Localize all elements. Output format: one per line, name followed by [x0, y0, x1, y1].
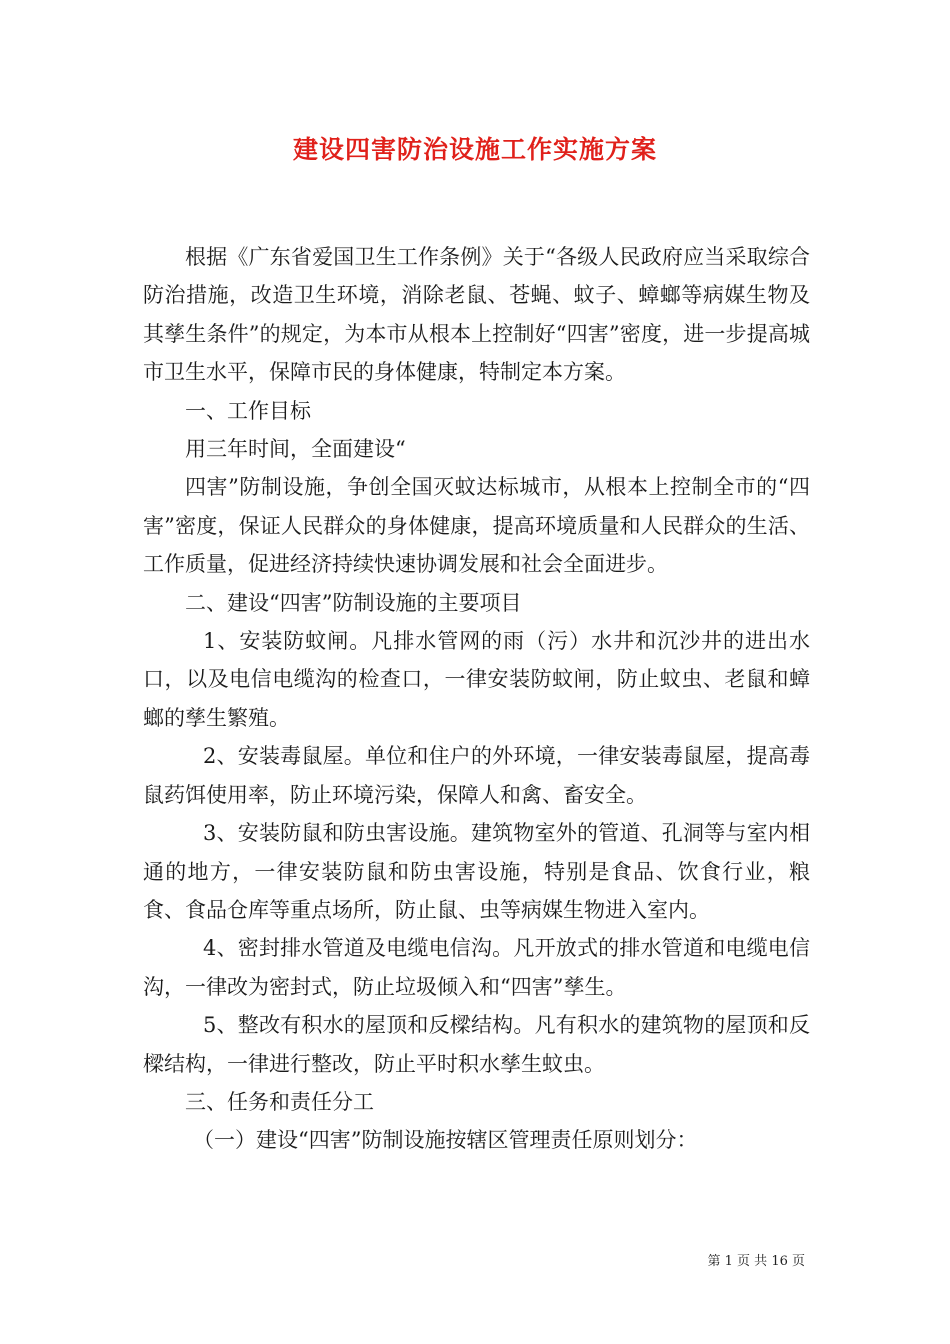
page-title: 建设四害防治设施工作实施方案 [292, 135, 657, 164]
page-indicator: 第 1 页 共 16 页 [707, 1254, 805, 1269]
paragraph-tasks-1: （一）建设“四害”防制设施按辖区管理责任原则划分： [193, 1128, 698, 1153]
list-item-project-5: 5、整改有积水的屋顶和反樑结构。凡有积水的建筑物的屋顶和反樑结构，一律进行整改，防止平时积水孳生蚊虫。 [143, 1013, 810, 1076]
list-item-project-3: 3、安装防鼠和防虫害设施。建筑物室外的管道、孔洞等与室内相通的地方，一律安装防鼠和防虫害设施，特别是食品、饮食行业，粮食、食品仓库等重点场所，防止鼠、虫等病媒生物进入室内。 [143, 821, 810, 922]
list-item-project-2: 2、安装毒鼠屋。单位和住户的外环境，一律安装毒鼠屋，提高毒鼠药饵使用率，防止环境污染，保障人和禽、畜安全。 [143, 744, 810, 807]
paragraph-intro: 根据《广东省爱国卫生工作条例》关于“各级人民政府应当采取综合防治措施，改造卫生环境，消除老鼠、苍蝇、蚊子、蟑螂等病媒生物及其孳生条件”的规定，为本市从根本上控制好“四害”密度，进一步提高城市卫生水平，保障市民的身体健康，特制定本方案。 [143, 245, 810, 385]
document-body [143, 238, 810, 1160]
section-heading-goals: 一、工作目标 [185, 398, 311, 423]
paragraph-goals: 四害”防制设施，争创全国灭蚊达标城市，从根本上控制全市的“四害”密度，保证人民群众的身体健康，提高环境质量和人民群众的生活、工作质量，促进经济持续快速协调发展和社会全面进步。 [143, 475, 810, 577]
paragraph-goals-lead: 用三年时间，全面建设“ [185, 437, 406, 462]
section-heading-projects: 二、建设“四害”防制设施的主要项目 [185, 590, 522, 615]
section-heading-tasks: 三、任务和责任分工 [185, 1089, 374, 1114]
list-item-project-1: 1、安装防蚊闸。凡排水管网的雨（污）水井和沉沙井的进出水口，以及电信电缆沟的检查口，一律安装防蚊闸，防止蚊虫、老鼠和蟑螂的孳生繁殖。 [143, 629, 810, 730]
list-item-project-4: 4、密封排水管道及电缆电信沟。凡开放式的排水管道和电缆电信沟，一律改为密封式，防止垃圾倾入和“四害”孳生。 [143, 936, 810, 999]
